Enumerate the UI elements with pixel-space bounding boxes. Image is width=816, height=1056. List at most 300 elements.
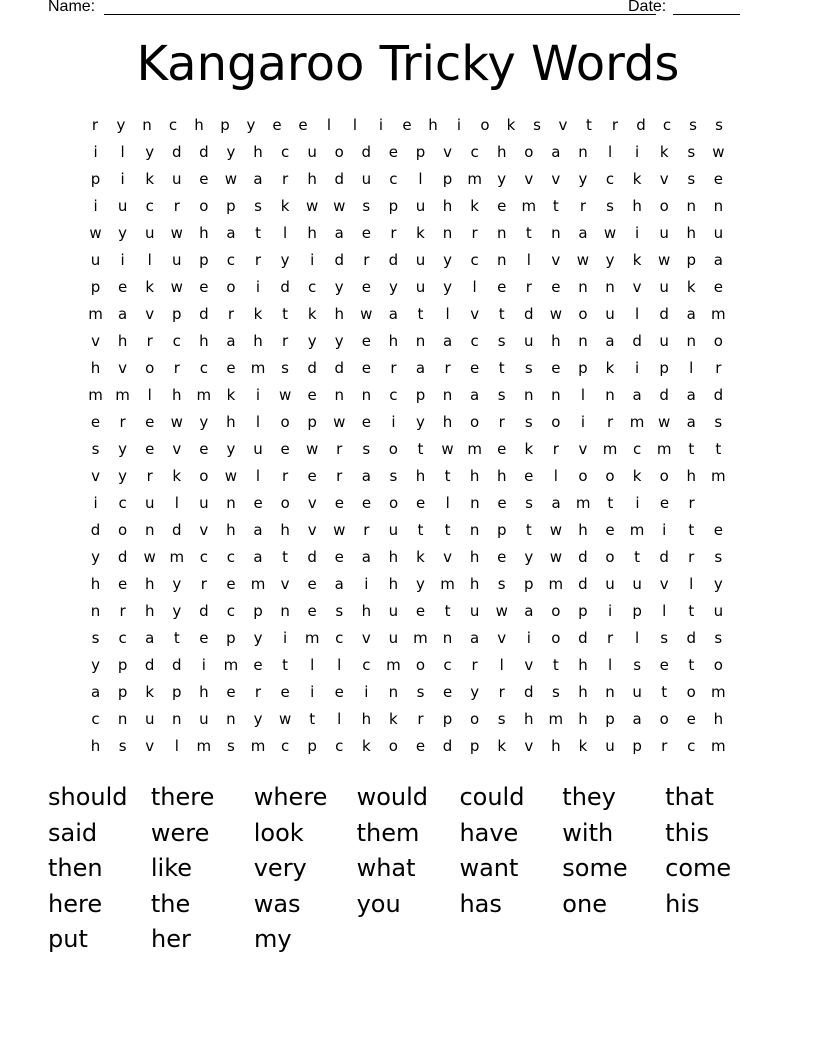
grid-letter: n xyxy=(605,278,615,296)
grid-letter: i xyxy=(662,521,667,539)
grid-letter: p xyxy=(442,710,453,728)
grid-letter: t xyxy=(715,440,722,458)
word-list-item: were xyxy=(150,818,210,847)
grid-row xyxy=(82,274,732,301)
grid-letter: d xyxy=(199,143,209,161)
grid-letter: t xyxy=(282,305,289,323)
grid-letter: l xyxy=(553,467,558,485)
grid-letter: r xyxy=(498,683,505,701)
grid-letter: n xyxy=(388,683,399,701)
grid-letter: o xyxy=(659,710,669,728)
grid-letter: i xyxy=(364,575,369,593)
grid-letter: y xyxy=(172,575,182,593)
grid-letter: t xyxy=(255,224,261,242)
grid-letter: u xyxy=(307,143,317,161)
grid-letter: r xyxy=(471,656,478,674)
grid-letter: k xyxy=(145,278,155,296)
grid-letter: s xyxy=(524,359,533,377)
grid-letter: c xyxy=(470,143,479,161)
grid-letter: e xyxy=(361,359,371,377)
grid-letter: t xyxy=(688,656,695,674)
grid-letter: p xyxy=(388,197,399,215)
grid-letter: i xyxy=(635,359,640,377)
grid-letter: c xyxy=(280,143,290,161)
grid-letter: o xyxy=(280,413,290,431)
grid-letter: w xyxy=(224,467,238,485)
grid-letter: h xyxy=(199,683,209,701)
grid-letter: s xyxy=(687,170,696,188)
grid-letter: s xyxy=(416,683,425,701)
grid-letter: k xyxy=(172,467,182,485)
grid-letter: p xyxy=(578,602,588,620)
grid-letter: o xyxy=(199,197,209,215)
grid-letter: s xyxy=(714,413,723,431)
grid-letter: s xyxy=(227,737,235,755)
grid-letter: e xyxy=(416,494,426,512)
grid-letter: e xyxy=(307,386,317,404)
grid-letter: a xyxy=(605,332,615,350)
grid-letter: r xyxy=(579,197,587,215)
grid-letter: r xyxy=(146,467,153,485)
grid-letter: d xyxy=(659,548,669,566)
grid-letter: e xyxy=(199,629,209,647)
grid-letter: k xyxy=(253,305,263,323)
grid-letter: p xyxy=(117,683,128,701)
grid-letter: y xyxy=(118,467,128,485)
grid-letter: y xyxy=(226,143,236,161)
grid-letter: e xyxy=(361,494,372,512)
grid-letter: r xyxy=(606,629,614,647)
grid-letter: w xyxy=(712,143,725,161)
grid-letter: u xyxy=(659,332,669,350)
grid-letter: a xyxy=(253,521,263,539)
grid-letter: u xyxy=(415,197,426,215)
grid-letter: a xyxy=(253,170,263,188)
grid-letter: d xyxy=(442,737,453,755)
grid-letter: h xyxy=(280,521,290,539)
grid-letter: d xyxy=(334,170,344,188)
grid-letter: y xyxy=(524,548,534,566)
grid-letter: e xyxy=(713,170,723,188)
grid-letter: k xyxy=(416,224,425,242)
grid-letter: w xyxy=(549,305,562,323)
grid-letter: t xyxy=(661,683,668,701)
grid-letter: u xyxy=(605,305,615,323)
grid-letter: t xyxy=(444,521,451,539)
grid-row xyxy=(82,571,732,598)
word-list-item: his xyxy=(665,889,700,918)
grid-letter: d xyxy=(524,305,534,323)
grid-letter: i xyxy=(364,683,369,701)
grid-letter: s xyxy=(687,143,696,161)
grid-letter: e xyxy=(470,359,480,377)
grid-letter: e xyxy=(388,143,399,161)
grid-letter: h xyxy=(388,548,399,566)
grid-letter: e xyxy=(226,359,236,377)
grid-letter: a xyxy=(524,602,534,620)
grid-letter: c xyxy=(335,629,344,647)
grid-letter: v xyxy=(172,440,182,458)
grid-letter: s xyxy=(689,116,697,134)
grid-letter: o xyxy=(388,737,398,755)
grid-letter: v xyxy=(91,332,100,350)
grid-letter: o xyxy=(388,440,398,458)
date-field-line[interactable] xyxy=(673,14,740,15)
page-title: Kangaroo Tricky Words xyxy=(136,36,680,92)
grid-letter: r xyxy=(254,251,262,269)
name-field-line[interactable] xyxy=(104,14,656,15)
grid-letter: i xyxy=(635,224,640,242)
grid-letter: m xyxy=(602,440,618,458)
date-label: Date: xyxy=(628,0,667,15)
grid-letter: r xyxy=(336,467,343,485)
grid-letter: v xyxy=(524,656,534,674)
grid-letter: v xyxy=(280,575,290,593)
grid-letter: n xyxy=(713,197,724,215)
grid-letter: l xyxy=(147,386,152,404)
grid-letter: c xyxy=(335,737,344,755)
grid-letter: e xyxy=(307,575,317,593)
grid-letter: v xyxy=(524,737,534,755)
grid-letter: t xyxy=(282,656,289,674)
grid-letter: e xyxy=(118,278,128,296)
grid-letter: r xyxy=(688,548,695,566)
grid-letter: l xyxy=(445,305,450,323)
word-list-item: would xyxy=(356,783,429,811)
grid-letter: l xyxy=(147,251,152,269)
grid-letter: r xyxy=(119,602,126,620)
grid-letter: e xyxy=(90,413,101,431)
grid-letter: c xyxy=(199,359,208,377)
grid-letter: s xyxy=(118,737,127,755)
grid-letter: a xyxy=(334,224,344,242)
grid-letter: e xyxy=(280,440,290,458)
grid-letter: i xyxy=(310,251,315,269)
grid-letter: t xyxy=(417,305,424,323)
grid-letter: u xyxy=(172,170,182,188)
grid-letter: y xyxy=(253,710,263,728)
grid-row xyxy=(82,652,732,679)
grid-letter: k xyxy=(497,737,507,755)
grid-letter: w xyxy=(306,197,319,215)
grid-letter: o xyxy=(524,143,534,161)
grid-letter: h xyxy=(90,359,101,377)
grid-letter: u xyxy=(605,575,615,593)
grid-letter: u xyxy=(388,521,399,539)
word-list-row xyxy=(48,816,768,852)
grid-letter: d xyxy=(524,683,534,701)
grid-letter: p xyxy=(415,386,426,404)
grid-letter: t xyxy=(634,548,641,566)
grid-letter: l xyxy=(283,224,288,242)
grid-letter: a xyxy=(578,224,588,242)
grid-letter: k xyxy=(632,251,642,269)
grid-letter: a xyxy=(686,305,696,323)
grid-letter: h xyxy=(578,656,588,674)
grid-letter: h xyxy=(428,116,438,134)
grid-letter: l xyxy=(255,467,261,485)
grid-row xyxy=(82,112,732,139)
grid-letter: s xyxy=(91,440,100,458)
grid-letter: l xyxy=(607,143,613,161)
grid-letter: h xyxy=(90,737,101,755)
grid-letter: v xyxy=(632,278,642,296)
word-list-item: one xyxy=(562,889,607,918)
grid-letter: w xyxy=(495,602,508,620)
grid-letter: r xyxy=(417,710,424,728)
grid-letter: a xyxy=(361,548,371,566)
grid-letter: y xyxy=(145,143,155,161)
grid-letter: s xyxy=(714,548,723,566)
grid-letter: u xyxy=(524,332,534,350)
grid-letter: h xyxy=(307,170,317,188)
grid-letter: u xyxy=(199,710,209,728)
grid-letter: o xyxy=(118,521,128,539)
grid-letter: h xyxy=(253,143,263,161)
grid-letter: w xyxy=(360,305,373,323)
grid-letter: n xyxy=(578,278,588,296)
grid-letter: m xyxy=(196,737,212,755)
grid-letter: l xyxy=(580,386,586,404)
grid-letter: n xyxy=(361,386,372,404)
grid-letter: a xyxy=(551,143,561,161)
grid-letter: a xyxy=(226,332,236,350)
word-list-row xyxy=(48,851,768,887)
grid-letter: e xyxy=(442,683,453,701)
grid-letter: h xyxy=(117,332,128,350)
grid-letter: d xyxy=(659,386,669,404)
grid-letter: o xyxy=(226,278,236,296)
grid-letter: e xyxy=(334,548,344,566)
grid-letter: i xyxy=(607,602,613,620)
grid-letter: k xyxy=(686,278,696,296)
grid-letter: m xyxy=(115,386,130,404)
grid-letter: c xyxy=(91,710,100,728)
grid-letter: o xyxy=(605,548,615,566)
grid-letter: u xyxy=(361,170,372,188)
word-list-item: with xyxy=(562,818,614,847)
grid-letter: r xyxy=(661,737,668,755)
grid-letter: e xyxy=(551,278,561,296)
grid-letter: h xyxy=(442,413,453,431)
grid-letter: u xyxy=(253,440,263,458)
grid-letter: o xyxy=(480,116,490,134)
grid-letter: h xyxy=(334,305,344,323)
grid-letter: v xyxy=(524,170,534,188)
grid-letter: s xyxy=(533,116,541,134)
grid-letter: a xyxy=(551,494,561,512)
word-list-item: then xyxy=(48,854,103,882)
grid-letter: y xyxy=(578,170,588,188)
grid-letter: n xyxy=(280,602,290,620)
grid-letter: k xyxy=(659,143,669,161)
grid-letter: t xyxy=(525,224,532,242)
grid-letter: n xyxy=(142,116,152,134)
grid-letter: n xyxy=(496,224,507,242)
grid-letter: k xyxy=(632,170,642,188)
grid-letter: k xyxy=(632,467,642,485)
grid-letter: m xyxy=(250,359,266,377)
grid-letter: d xyxy=(334,251,344,269)
grid-letter: n xyxy=(605,386,615,404)
grid-letter: t xyxy=(552,656,559,674)
grid-letter: e xyxy=(145,413,155,431)
grid-letter: r xyxy=(606,413,614,431)
word-list-item: like xyxy=(150,854,193,882)
grid-row xyxy=(82,220,732,247)
grid-letter: c xyxy=(389,170,398,188)
grid-letter: n xyxy=(551,386,561,404)
grid-letter: h xyxy=(524,710,534,728)
grid-letter: l xyxy=(445,494,450,512)
grid-letter: p xyxy=(226,197,236,215)
word-list-item: was xyxy=(253,889,301,918)
grid-letter: i xyxy=(93,494,98,512)
grid-letter: i xyxy=(378,116,384,134)
grid-letter: e xyxy=(307,602,317,620)
grid-letter: o xyxy=(713,656,723,674)
grid-letter: h xyxy=(578,521,588,539)
grid-letter: o xyxy=(470,413,480,431)
grid-letter: p xyxy=(632,602,642,620)
grid-letter: p xyxy=(172,305,182,323)
grid-letter: p xyxy=(226,629,236,647)
grid-letter: n xyxy=(524,386,534,404)
grid-letter: s xyxy=(525,494,533,512)
grid-letter: c xyxy=(662,116,672,134)
grid-row xyxy=(82,247,732,274)
grid-row xyxy=(82,463,732,490)
word-list-item: some xyxy=(562,854,628,882)
grid-letter: i xyxy=(93,197,98,215)
grid-letter: v xyxy=(361,629,371,647)
grid-letter: u xyxy=(415,278,426,296)
grid-letter: p xyxy=(524,575,534,593)
word-list-item: them xyxy=(356,818,420,847)
grid-letter: e xyxy=(713,521,723,539)
word-list-item: very xyxy=(253,854,307,882)
grid-letter: e xyxy=(226,575,236,593)
grid-letter: d xyxy=(388,251,399,269)
grid-letter: s xyxy=(497,575,506,593)
grid-letter: y xyxy=(713,575,723,593)
grid-letter: l xyxy=(418,170,423,188)
grid-letter: o xyxy=(578,467,588,485)
grid-letter: h xyxy=(469,575,480,593)
word-list-item: want xyxy=(459,854,519,882)
grid-letter: s xyxy=(714,629,723,647)
grid-letter: r xyxy=(363,521,370,539)
grid-letter: e xyxy=(551,359,561,377)
grid-letter: t xyxy=(498,305,505,323)
grid-letter: u xyxy=(659,278,669,296)
grid-letter: k xyxy=(280,197,290,215)
grid-letter: r xyxy=(146,332,153,350)
grid-letter: d xyxy=(172,521,182,539)
grid-letter: u xyxy=(713,602,724,620)
grid-letter: i xyxy=(201,656,206,674)
grid-letter: h xyxy=(199,224,209,242)
grid-letter: d xyxy=(713,386,724,404)
grid-letter: e xyxy=(686,710,696,728)
grid-letter: u xyxy=(172,251,182,269)
grid-row xyxy=(82,436,732,463)
grid-letter: r xyxy=(173,197,180,215)
grid-letter: r xyxy=(471,224,478,242)
grid-letter: p xyxy=(253,602,263,620)
grid-letter: d xyxy=(361,143,372,161)
word-list-row xyxy=(48,780,768,816)
grid-letter: u xyxy=(632,575,642,593)
grid-letter: v xyxy=(145,305,155,323)
grid-letter: y xyxy=(118,440,128,458)
grid-letter: u xyxy=(659,224,669,242)
grid-letter: e xyxy=(361,413,371,431)
grid-letter: e xyxy=(497,494,507,512)
grid-letter: w xyxy=(441,440,454,458)
grid-letter: m xyxy=(440,575,455,593)
grid-letter: h xyxy=(199,332,209,350)
grid-letter: o xyxy=(659,197,669,215)
grid-letter: a xyxy=(442,332,453,350)
grid-letter: v xyxy=(443,143,452,161)
grid-letter: e xyxy=(334,494,344,512)
grid-letter: h xyxy=(415,467,426,485)
grid-letter: p xyxy=(442,170,453,188)
grid-letter: d xyxy=(144,656,155,674)
grid-letter: l xyxy=(310,656,315,674)
grid-letter: m xyxy=(196,386,212,404)
word-list-row xyxy=(48,922,768,958)
grid-letter: p xyxy=(686,251,697,269)
word-list-item: where xyxy=(253,783,328,811)
grid-letter: o xyxy=(199,467,209,485)
grid-letter: p xyxy=(307,737,317,755)
grid-letter: o xyxy=(686,683,696,701)
grid-letter: a xyxy=(226,224,236,242)
grid-letter: y xyxy=(116,116,126,134)
grid-letter: n xyxy=(226,494,236,512)
grid-letter: y xyxy=(605,251,615,269)
grid-letter: r xyxy=(282,170,289,188)
grid-letter: u xyxy=(144,494,155,512)
grid-letter: h xyxy=(361,602,372,620)
grid-letter: c xyxy=(145,197,154,215)
grid-letter: a xyxy=(632,710,642,728)
grid-letter: n xyxy=(686,197,697,215)
grid-letter: u xyxy=(388,629,399,647)
grid-letter: m xyxy=(250,737,266,755)
grid-letter: w xyxy=(224,170,238,188)
grid-letter: v xyxy=(443,548,452,566)
word-list-item: they xyxy=(562,783,616,811)
grid-letter: s xyxy=(715,116,723,134)
grid-letter: u xyxy=(388,602,399,620)
grid-letter: i xyxy=(283,629,288,647)
grid-letter: a xyxy=(686,413,696,431)
grid-letter: c xyxy=(118,494,127,512)
grid-letter: d xyxy=(334,359,344,377)
grid-letter: d xyxy=(659,305,669,323)
grid-letter: s xyxy=(362,440,371,458)
grid-letter: h xyxy=(388,332,399,350)
grid-letter: m xyxy=(711,737,726,755)
grid-letter: n xyxy=(578,143,588,161)
grid-letter: y xyxy=(172,602,182,620)
grid-letter: k xyxy=(578,737,588,755)
grid-letter: r xyxy=(552,440,559,458)
grid-letter: c xyxy=(308,278,317,296)
